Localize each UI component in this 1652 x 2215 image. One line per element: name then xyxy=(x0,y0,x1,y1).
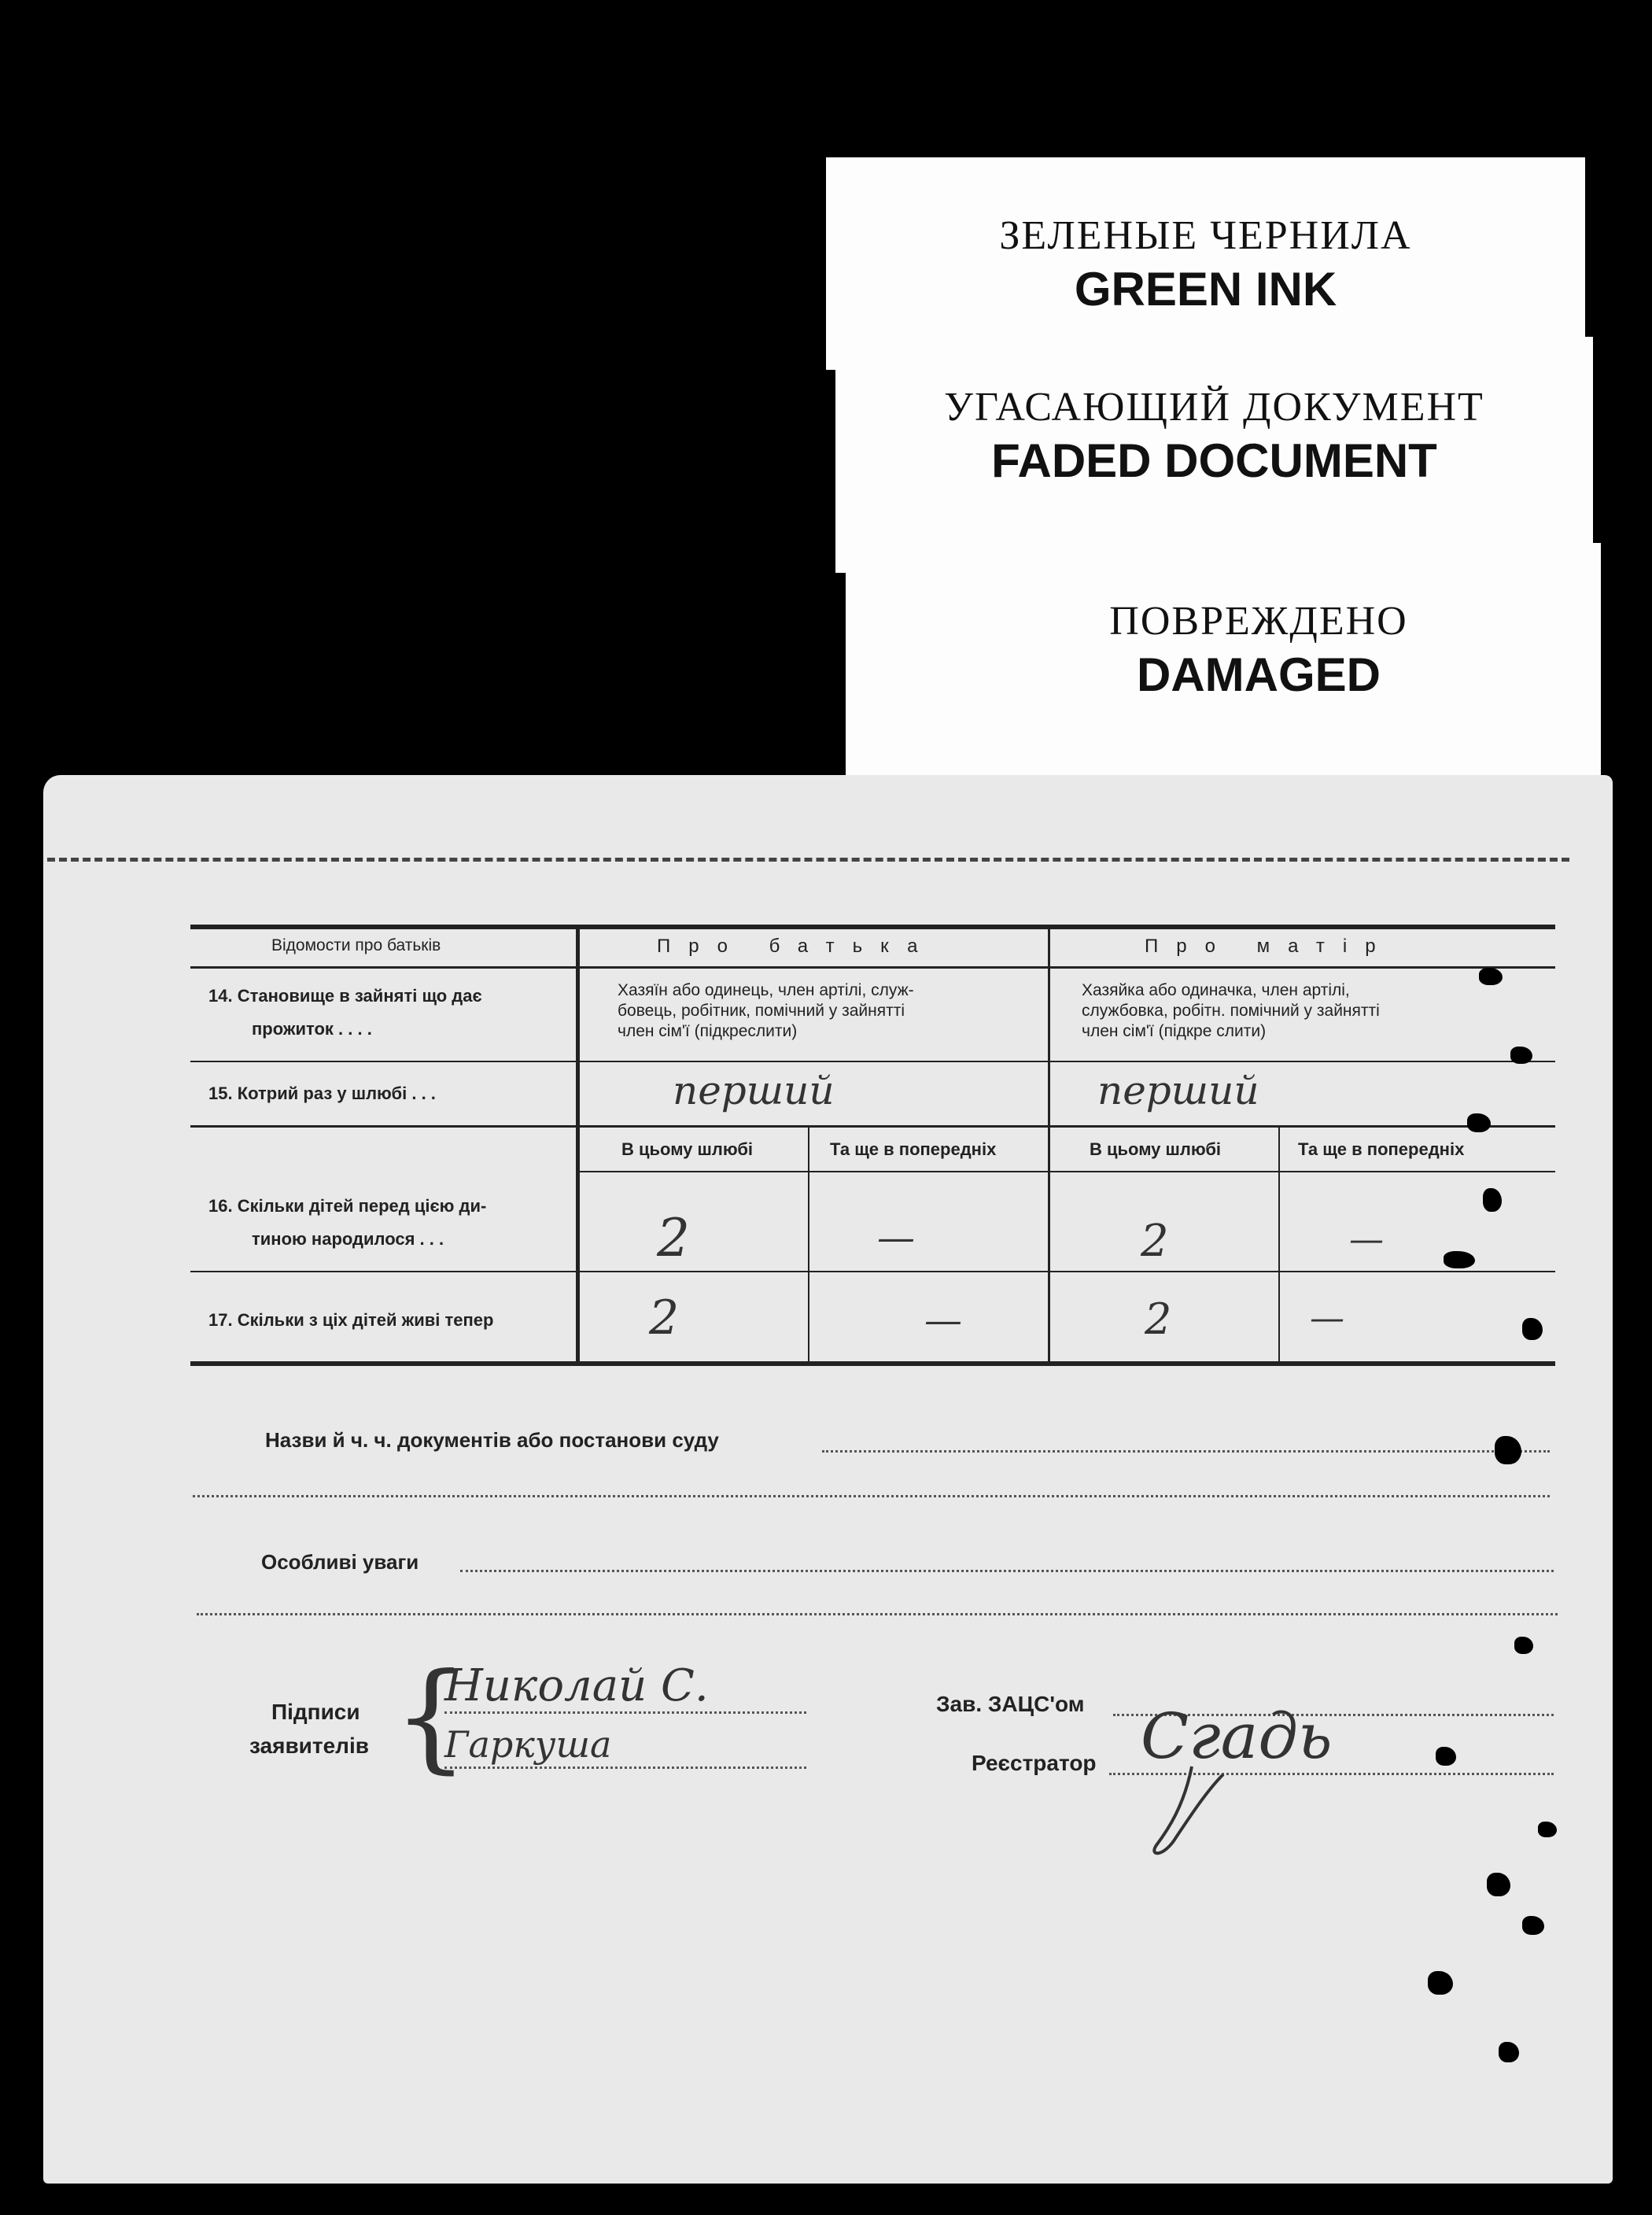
green-ink-label-en: GREEN INK xyxy=(1074,263,1337,316)
row16-father-this-value: 2 xyxy=(657,1208,690,1268)
column-divider-4 xyxy=(1278,1128,1280,1364)
header-about-father: Про батька xyxy=(657,936,936,957)
registrar-label: Реєстратор xyxy=(972,1751,1097,1775)
row14-mother-line2: службовка, робітн. помічний у зайнятті xyxy=(1082,1002,1380,1020)
damage-hole xyxy=(1483,1188,1502,1212)
faded-document-label-en: FADED DOCUMENT xyxy=(991,434,1437,487)
row14-father-line3: член сім'ї (підкреслити) xyxy=(618,1022,798,1040)
column-divider-2 xyxy=(1048,925,1050,1365)
row16-mother-this-value: 2 xyxy=(1141,1216,1169,1267)
table-bottom-rule xyxy=(190,1361,1555,1366)
column-divider-1 xyxy=(576,925,580,1365)
zags-head-label: Зав. ЗАЦС'ом xyxy=(936,1692,1085,1716)
table-header-rule xyxy=(190,966,1555,969)
registrar-signature: Сгадь xyxy=(1141,1700,1333,1773)
row16-father-prev-value: — xyxy=(877,1216,915,1260)
row17-father-prev-value: — xyxy=(924,1298,962,1342)
perforation-line xyxy=(47,858,1569,862)
damage-hole xyxy=(1436,1747,1456,1766)
damage-hole xyxy=(1444,1251,1475,1268)
signatures-label-line1: Підписи xyxy=(271,1700,360,1724)
row15-label: 15. Котрий раз у шлюбі . . . xyxy=(208,1084,436,1103)
damaged-label xyxy=(846,543,1601,779)
remarks-dotted-line-2 xyxy=(197,1613,1558,1615)
damage-hole xyxy=(1510,1047,1532,1064)
remarks-label: Особливі уваги xyxy=(261,1550,419,1574)
damaged-label-en: DAMAGED xyxy=(1137,648,1381,701)
applicant-signature-1: Николай С. xyxy=(444,1660,709,1711)
green-ink-label-ru: ЗЕЛЕНЫЕ ЧЕРНИЛА xyxy=(999,213,1412,258)
row16-mother-prev-value: — xyxy=(1349,1220,1384,1260)
row17-label: 17. Скільки з ціх дітей живі тепер xyxy=(208,1310,494,1330)
subheader-mother-previous: Та ще в попередніх xyxy=(1298,1139,1465,1159)
row15-rule xyxy=(190,1125,1555,1128)
row14-label-line2: прожиток . . . . xyxy=(252,1019,372,1039)
applicant-signature-2: Гаркуша xyxy=(444,1723,612,1766)
column-divider-3 xyxy=(808,1128,809,1364)
subheader-mother-this-marriage: В цьому шлюбі xyxy=(1090,1139,1222,1159)
header-about-mother: Про матір xyxy=(1145,936,1394,957)
damage-hole xyxy=(1522,1916,1544,1935)
damage-hole xyxy=(1499,2042,1519,2062)
signature-line-2 xyxy=(444,1766,806,1769)
damage-hole xyxy=(1522,1318,1543,1340)
damage-hole xyxy=(1538,1822,1557,1837)
row16-label-line1: 16. Скільки дітей перед цією ди- xyxy=(208,1196,487,1216)
remarks-dotted-line-1 xyxy=(460,1570,1554,1572)
row14-label-line1: 14. Становище в зайняті що дає xyxy=(208,986,482,1006)
signatures-label-line2: заявителів xyxy=(249,1733,369,1758)
row14-father-line1: Хазяїн або одинець, член артілі, служ- xyxy=(618,981,914,999)
signature-line-1 xyxy=(444,1711,806,1714)
row17-mother-this-value: 2 xyxy=(1145,1294,1172,1344)
faded-document-label xyxy=(835,337,1593,573)
row14-rule xyxy=(190,1061,1555,1062)
row14-father-line2: бовець, робітник, помічний у зайнятті xyxy=(618,1002,905,1020)
row15-father-value: перший xyxy=(673,1068,835,1113)
subheader-father-previous: Та ще в попередніх xyxy=(830,1139,997,1159)
row15-mother-value: перший xyxy=(1097,1068,1259,1113)
damage-hole xyxy=(1495,1436,1521,1464)
header-parents-info: Відомости про батьків xyxy=(271,936,441,954)
row14-mother-line1: Хазяйка або одиначка, член артілі, xyxy=(1082,981,1350,999)
faded-document-label-ru: УГАСАЮЩИЙ ДОКУМЕНТ xyxy=(944,385,1484,430)
documents-dotted-line-2 xyxy=(193,1495,1550,1497)
documents-label: Назви й ч. ч. документів або постанови суду xyxy=(265,1428,719,1452)
damage-hole xyxy=(1467,1113,1491,1132)
row16-rule xyxy=(190,1271,1555,1272)
document-sheet xyxy=(43,775,1613,2184)
row17-father-this-value: 2 xyxy=(649,1290,680,1346)
subheader-rule xyxy=(578,1171,1555,1172)
damage-hole xyxy=(1479,968,1503,985)
registrar-signature-flourish xyxy=(1137,1759,1247,1861)
row14-mother-line3: член сім'ї (підкре слити) xyxy=(1082,1022,1267,1040)
row16-label-line2: тиною народилося . . . xyxy=(252,1229,444,1249)
documents-dotted-line-1 xyxy=(822,1450,1550,1453)
damaged-label-ru: ПОВРЕЖДЕНО xyxy=(1109,599,1408,644)
table-top-rule xyxy=(190,925,1555,929)
damage-hole xyxy=(1514,1637,1533,1654)
damage-hole xyxy=(1487,1873,1510,1896)
row17-mother-prev-value: — xyxy=(1310,1298,1344,1338)
subheader-father-this-marriage: В цьому шлюбі xyxy=(621,1139,754,1159)
damage-hole xyxy=(1428,1971,1453,1995)
signatures-brace: { xyxy=(393,1648,469,1785)
